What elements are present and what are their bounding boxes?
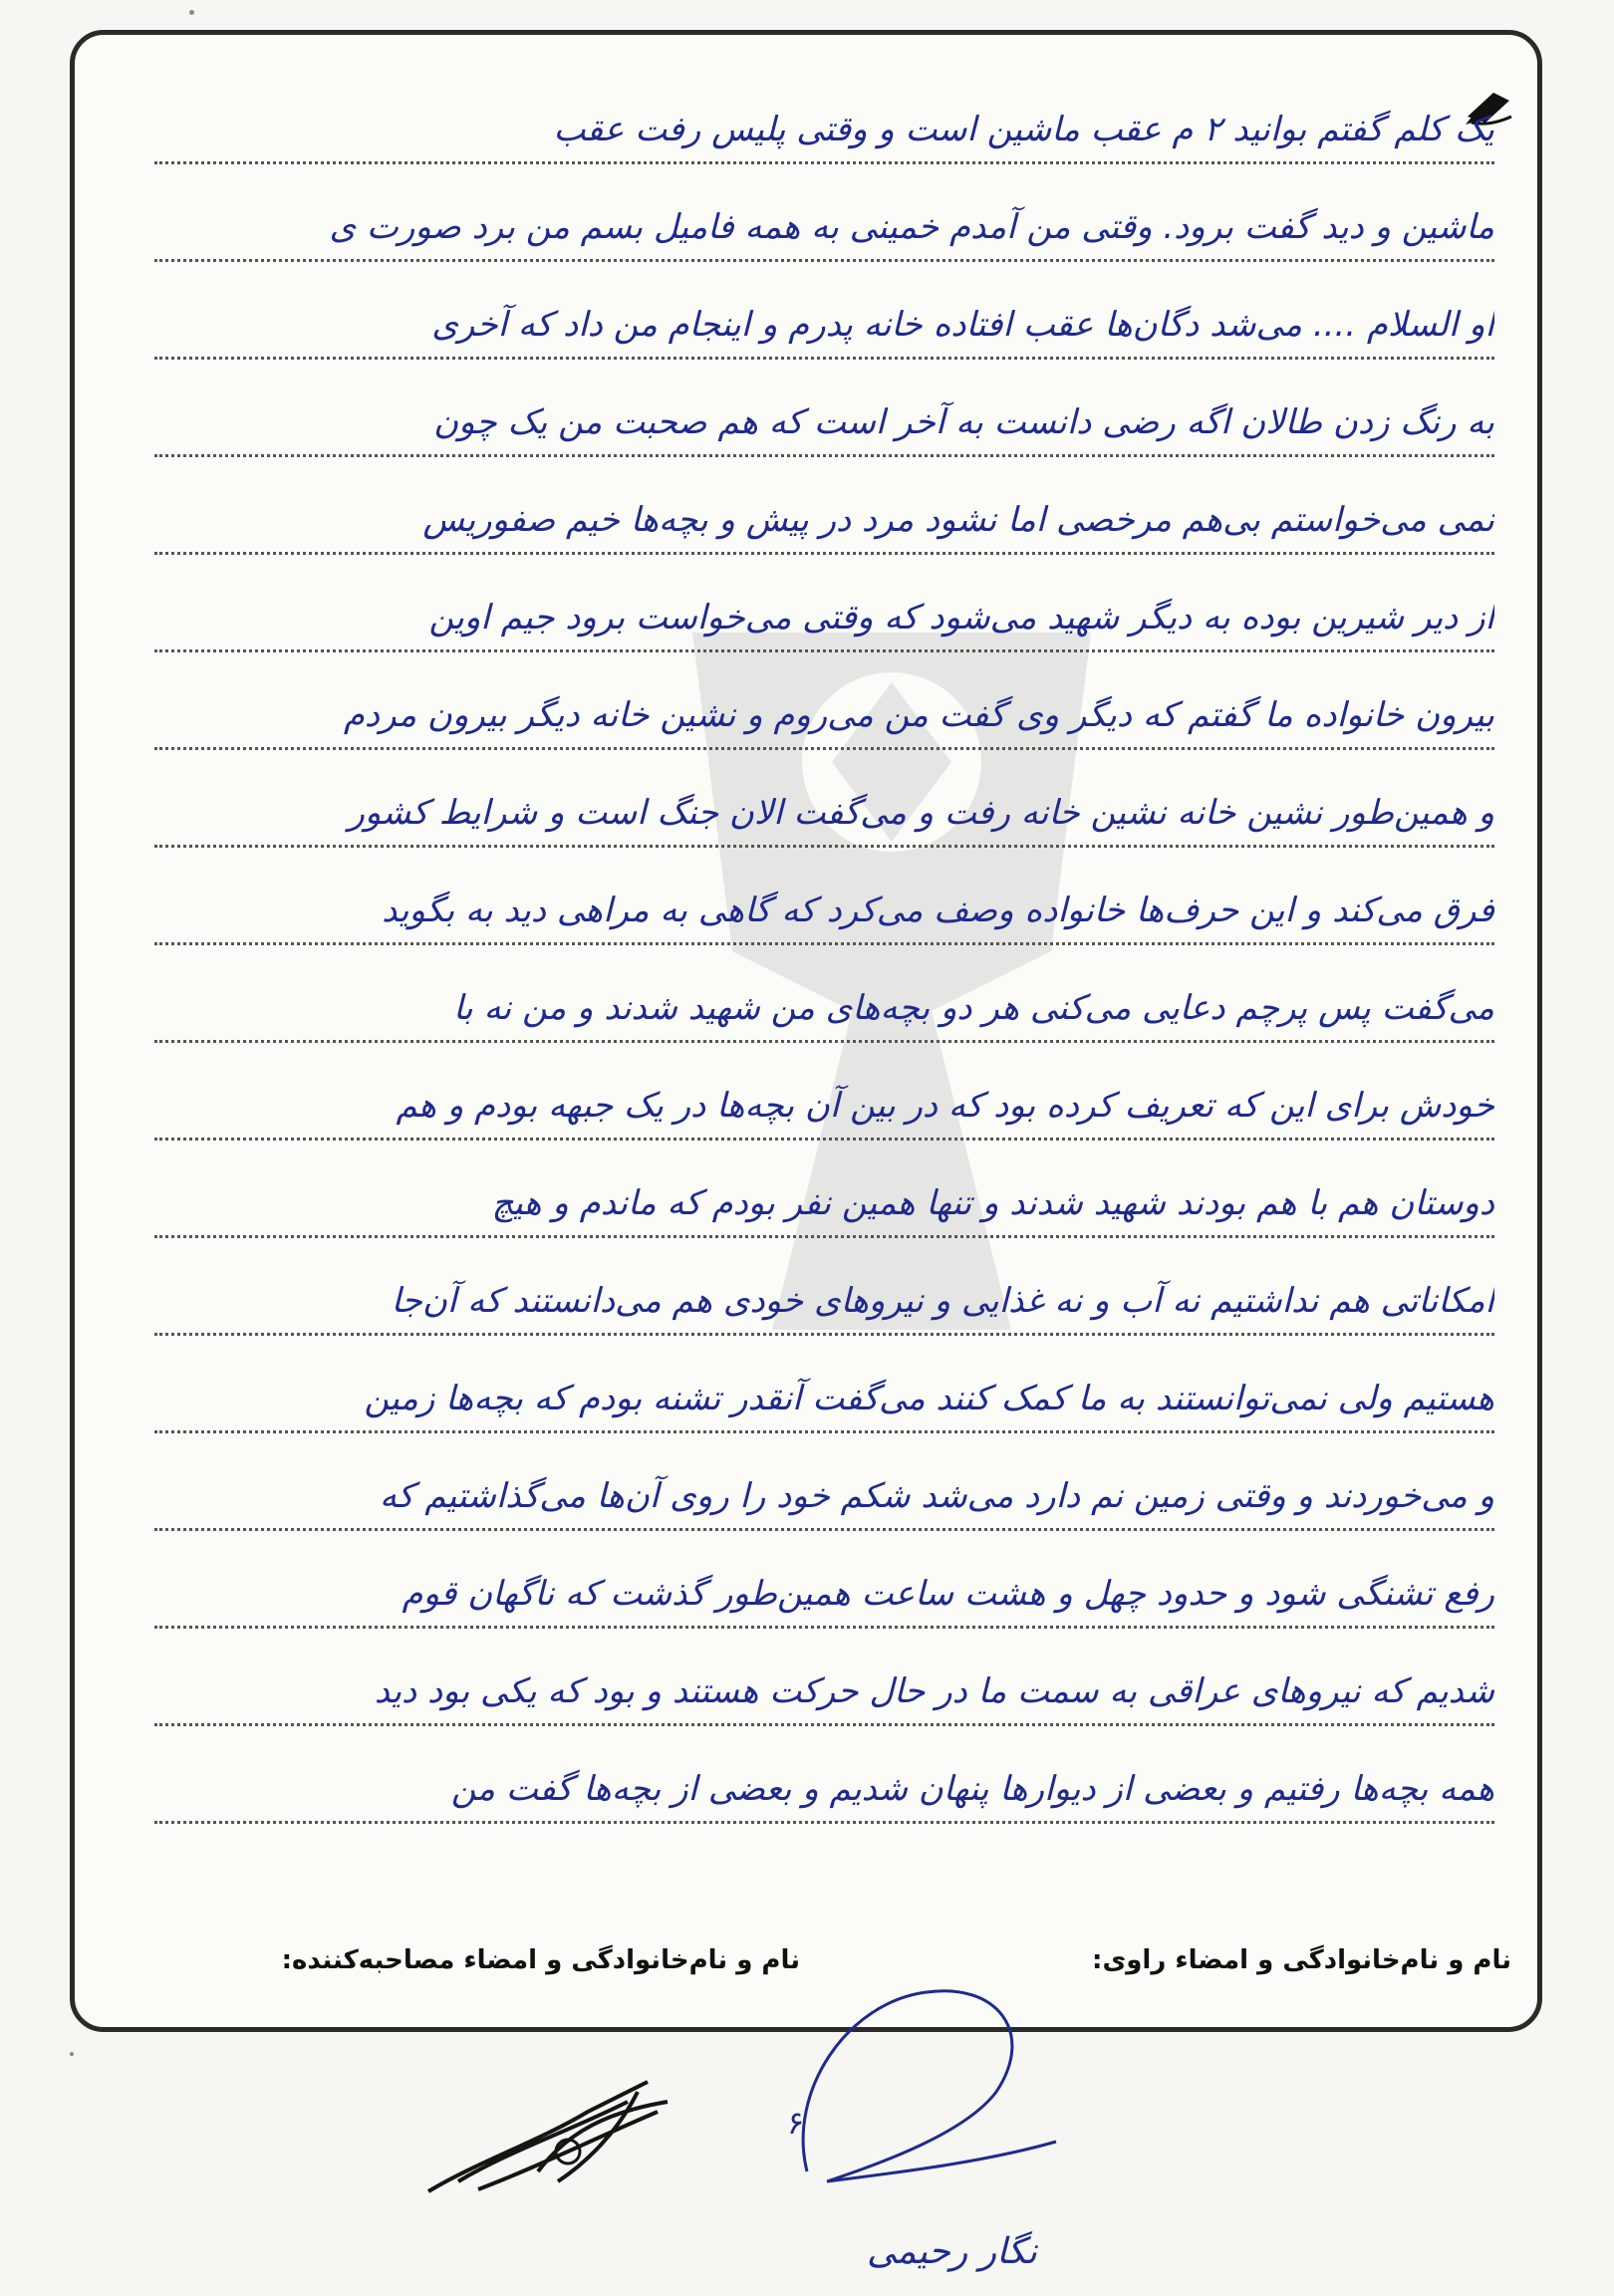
handwritten-line	[154, 465, 1494, 555]
handwritten-line	[154, 270, 1494, 360]
speck	[70, 2052, 74, 2056]
handwritten-line	[154, 368, 1494, 457]
handwritten-line	[154, 953, 1494, 1043]
narrator-signature-label: نام و نام‌خانوادگی و امضاء راوی:	[1092, 1945, 1511, 1975]
line-text: فرق می‌کند و این حرف‌ها خانواده وصف می‌کرد که گاهی به مراهی دید به بگوید	[382, 891, 1494, 930]
handwritten-line	[154, 75, 1494, 164]
speck	[189, 10, 194, 15]
line-text: او السلام .... می‌شد دگان‌ها عقب افتاده خانه پدرم و اینجام من داد که آخری	[431, 305, 1494, 345]
handwritten-line	[154, 1051, 1494, 1141]
handwritten-line	[154, 1246, 1494, 1336]
interviewer-name: نگار رحیمی	[867, 2231, 1038, 2272]
line-text: به رنگ زدن طالان اگه رضی دانست به آخر است که هم صحبت من یک چون	[433, 402, 1494, 442]
line-text: رفع تشنگی شود و حدود چهل و هشت ساعت همین‌طور گذشت که ناگهان قوم	[402, 1574, 1494, 1614]
line-text: هستیم ولی نمی‌توانستند به ما کمک کنند می‌گفت آنقدر تشنه بودم که بچه‌ها زمین	[364, 1379, 1494, 1418]
handwritten-line	[154, 172, 1494, 262]
handwritten-line	[154, 1441, 1494, 1531]
line-text: همه بچه‌ها رفتیم و بعضی از دیوارها پنهان شدیم و بعضی از بچه‌ها گفت من	[450, 1769, 1494, 1809]
handwritten-line	[154, 1148, 1494, 1238]
handwritten-line	[154, 563, 1494, 652]
line-text: شدیم که نیروهای عراقی به سمت ما در حال حرکت هستند و بود که یکی بود دید	[374, 1671, 1494, 1711]
handwritten-line	[154, 1637, 1494, 1726]
line-text: و می‌خوردند و وقتی زمین نم دارد می‌شد شکم خود را روی آن‌ها می‌گذاشتیم که	[379, 1476, 1494, 1516]
handwritten-line	[154, 856, 1494, 945]
line-text: یک کلم گفتم بوانید ۲ م عقب ماشین است و وقتی پلیس رفت عقب	[553, 110, 1494, 149]
narrator-signature	[418, 2072, 677, 2211]
line-text: دوستان هم با هم بودند شهید شدند و تنها همین نفر بودم که ماندم و هیچ	[491, 1183, 1494, 1223]
line-text: می‌گفت پس پرچم دعایی می‌کنی هر دو بچه‌های من شهید شدند و من نه با	[452, 988, 1494, 1028]
interviewer-signature	[767, 1972, 1076, 2271]
line-text: نمی می‌خواستم بی‌هم مرخصی اما نشود مرد در پیش و بچه‌ها خیم صفوریس	[422, 500, 1494, 540]
interviewer-signature-label: نام و نام‌خانوادگی و امضاء مصاحبه‌کننده:	[281, 1945, 800, 1975]
line-text: امکاناتی هم نداشتیم نه آب و نه غذایی و نیروهای خودی هم می‌دانستند که آن‌جا	[391, 1281, 1494, 1321]
handwritten-line	[154, 1539, 1494, 1629]
line-text: بیرون خانواده ما گفتم که دیگر وی گفت من می‌روم و نشین خانه دیگر بیرون مردم	[343, 695, 1494, 735]
page-frame	[70, 30, 1542, 2032]
page-number: ۶	[787, 2104, 805, 2142]
line-text: خودش برای این که تعریف کرده بود که در بین آن بچه‌ها در یک جبهه بودم و هم	[396, 1086, 1494, 1126]
line-text: و همین‌طور نشین خانه نشین خانه رفت و می‌گفت الان جنگ است و شرایط کشور	[348, 793, 1494, 833]
handwritten-line	[154, 1344, 1494, 1433]
handwritten-line	[154, 758, 1494, 848]
line-text: از دیر شیرین بوده به دیگر شهید می‌شود که وقتی می‌خواست برود جیم اوین	[428, 598, 1494, 638]
line-text: ماشین و دید گفت برود. وقتی من آمدم خمینی به همه فامیل بسم من برد صورت ی	[329, 207, 1494, 247]
handwritten-line	[154, 1734, 1494, 1824]
handwritten-line	[154, 660, 1494, 750]
